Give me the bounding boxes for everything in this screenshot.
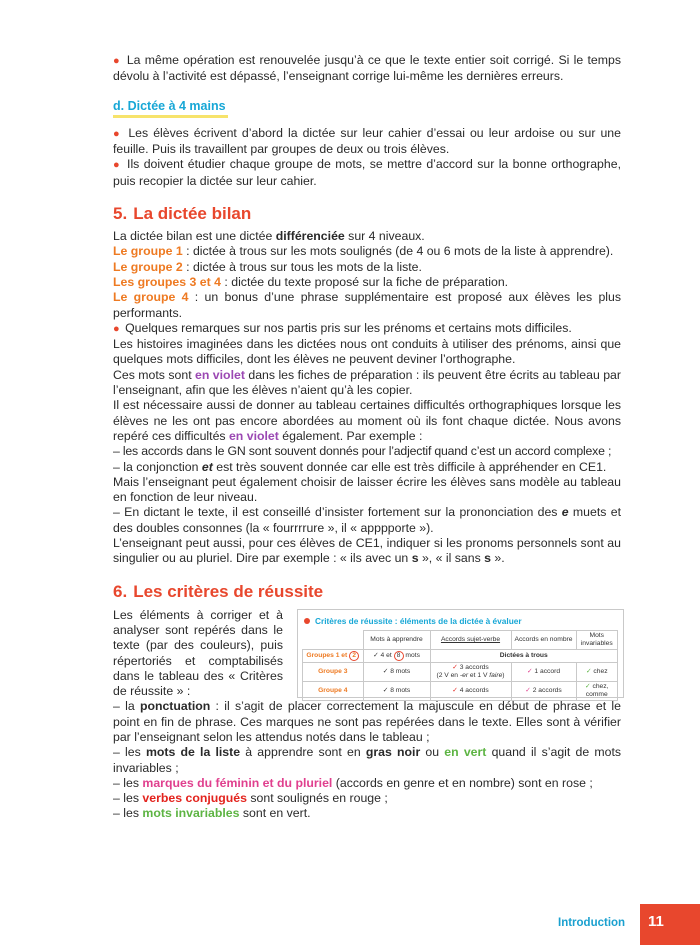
bullet-icon: ● <box>113 322 120 335</box>
bilan-intro: La dictée bilan est une dictée différenciée sur 4 niveaux. <box>113 229 425 244</box>
intro-paragraph: ● La même opération est renouvelée jusqu’à ce que le texte entier soit corrigé. Si le temps dévolu à l’activité est dépassé, l’enseignant corrige lui-même les dernières erreurs. <box>113 53 621 84</box>
table-cell: ✓ 1 accord <box>511 663 576 682</box>
section-6-heading: 6. Les critères de réussite <box>113 581 324 601</box>
table-cell: ✓ 3 accords (2 V en -er et 1 V faire) <box>430 663 511 682</box>
dictee4-paragraph-2: ● Ils doivent étudier chaque groupe de mots, se mettre d’accord sur la bonne orthographe, puis recopier la dictée sur leur cahier. <box>113 157 621 188</box>
remarks-line: ● Quelques remarques sur nos partis pris sur les prénoms et certains mots difficiles. <box>113 320 572 335</box>
table-cell: ✓ 2 accords <box>511 682 576 701</box>
criteria-table-box <box>297 609 624 698</box>
ponctuation-line: – la ponctuation : il s’agit de placer correctement la majuscule en début de phrase et le point en fin de phrase. Ces marques ne sont pas repérées dans le texte. Elles sont à vérifier par l’enseignant selon les attendus notés dans le tableau ; <box>113 699 621 744</box>
table-row <box>303 650 618 663</box>
table-cell: ✓ chez, comme <box>576 682 618 701</box>
table-cell: ✓ 4 et 8 mots <box>363 650 430 663</box>
mots-liste-line: – les mots de la liste à apprendre sont en gras noir ou en vert quand il s’agit de mots invariables ; <box>113 745 622 775</box>
groupe-1-line: Le groupe 1 : dictée à trous sur les mots soulignés (de 4 ou 6 mots de la liste à apprendre). <box>113 244 614 259</box>
criteres-intro: Les éléments à corriger et à analyser sont repérés dans le texte (par des couleurs), puis répertoriés et comptabilisés dans le tableau des « Critères de réussite » : <box>113 607 283 699</box>
header-mots-invariables: Mots invariables <box>576 631 618 650</box>
table-row <box>303 682 618 701</box>
row-header-groupes-1-2: Groupes 1 et 2 <box>303 650 364 663</box>
table-cell-dictees-trous: Dictées à trous <box>430 650 618 663</box>
marques-line: – les marques du féminin et du pluriel (accords en genre et en nombre) sont en rose ; <box>113 775 593 790</box>
ce1-paragraph: L’enseignant peut aussi, pour ces élèves de CE1, indiquer si les pronoms personnels sont au singulier ou au pluriel. Dire par exemple : « ils avec un s », « il sans s ». <box>113 536 621 566</box>
page-content <box>113 53 621 822</box>
bullet-icon: ● <box>113 127 122 140</box>
dictee4-paragraph-1: ● Les élèves écrivent d’abord la dictée sur leur cahier d’essai ou leur ardoise ou sur une feuille. Puis ils travaillent par groupes de deux ou trois élèves. <box>113 125 621 157</box>
dash-accords: – les accords dans le GN sont souvent donnés pour l’adjectif quand c’est un accord complexe ; <box>113 444 612 459</box>
row-header-groupe-4: Groupe 4 <box>303 682 364 701</box>
groupe-2-line: Le groupe 2 : dictée à trous sur tous les mots de la liste. <box>113 259 422 274</box>
dictant-paragraph: – En dictant le texte, il est conseillé d’insister fortement sur la prononciation des e muets et des doubles consonnes (la « fourrrrure », il « apppporte »). <box>113 505 621 535</box>
header-accords-sujet-verbe: Accords sujet-verbe <box>430 631 511 650</box>
table-row <box>303 663 618 682</box>
page-number: 11 <box>648 913 664 930</box>
groupe-4-line: Le groupe 4 : un bonus d’une phrase supplémentaire est proposé aux élèves les plus performants. <box>113 290 621 320</box>
bullet-icon <box>304 618 310 624</box>
table-cell: ✓ 8 mots <box>363 682 430 701</box>
footer-section-label: Introduction <box>558 917 626 929</box>
groupes-3-4-line: Les groupes 3 et 4 : dictée du texte proposé sur la fiche de préparation. <box>113 274 509 289</box>
verbes-line: – les verbes conjugués sont soulignés en rouge ; <box>113 791 388 806</box>
table-cell: ✓ chez <box>576 663 618 682</box>
section-5-heading: 5. La dictée bilan <box>113 204 252 224</box>
criteria-table <box>302 630 618 701</box>
necessaire-paragraph: Il est nécessaire aussi de donner au tableau certaines difficultés orthographiques lorsque les élèves ne les ont pas encore abordées au moment où ils font chaque dictée. Nous avons repéré ces difficultés en violet également. Par exemple : <box>113 398 621 443</box>
bullet-icon: ● <box>113 159 121 172</box>
subheading-dictee-4-mains: d. Dictée à 4 mains <box>113 99 228 118</box>
header-mots-apprendre: Mots à apprendre <box>363 631 430 650</box>
table-cell: ✓ 8 mots <box>363 663 430 682</box>
table-cell: ✓ 4 accords <box>430 682 511 701</box>
header-accords-nombre: Accords en nombre <box>511 631 576 650</box>
criteria-table-title: Critères de réussite : éléments de la dictée à évaluer <box>298 610 623 626</box>
dash-conjonction: – la conjonction et est très souvent donnée car elle est très difficile à appréhender en CE1. <box>113 459 607 474</box>
bullet-icon: ● <box>113 55 121 67</box>
histoires-paragraph: Les histoires imaginées dans les dictées nous ont conduits à utiliser des prénoms, ainsi que quelques mots difficiles, dont les élèves ne peuvent deviner l’orthographe. <box>113 337 621 367</box>
invariables-line: – les mots invariables sont en vert. <box>113 806 311 821</box>
table-header-row <box>303 631 618 650</box>
row-header-groupe-3: Groupe 3 <box>303 663 364 682</box>
mots-violet-paragraph: Ces mots sont en violet dans les fiches de préparation : ils peuvent être écrits au tableau par l’enseignant, afin que les élèves n’aient qu’à les copier. <box>113 367 621 398</box>
mais-paragraph: Mais l’enseignant peut également choisir de laisser écrire les élèves sans modèle au tableau en fonction de leur niveau. <box>113 474 621 505</box>
